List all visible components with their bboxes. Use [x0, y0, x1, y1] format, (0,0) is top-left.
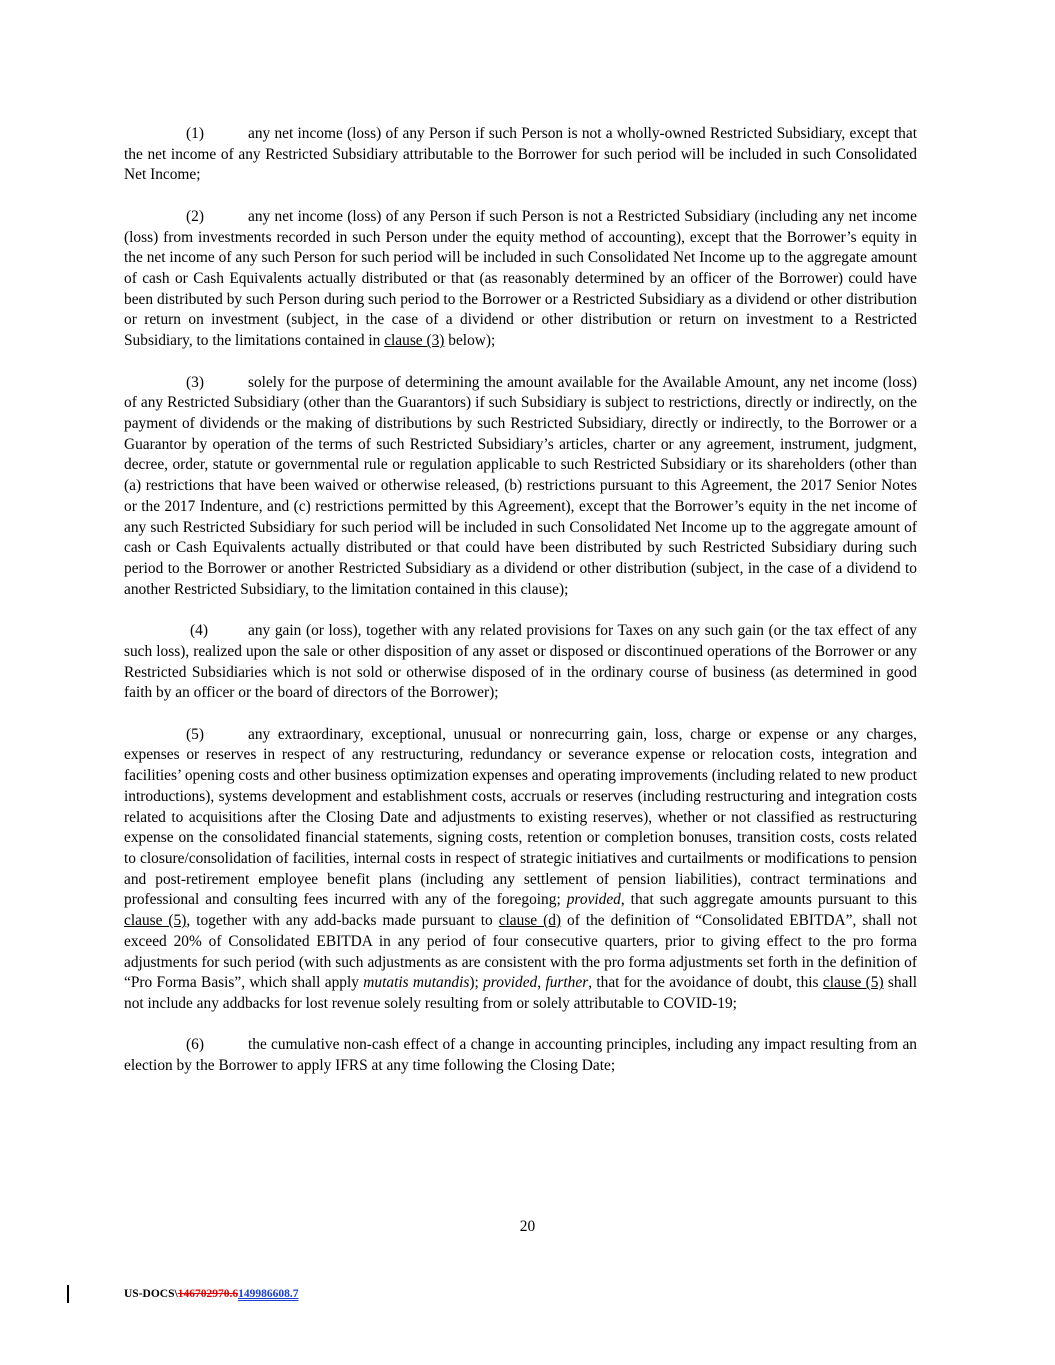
paragraph-number: (1) [186, 125, 204, 142]
paragraph-text: , together with any add-backs made pursuant to [186, 912, 499, 930]
doc-id-inserted: 149986608.7 [238, 1288, 299, 1300]
clause-reference: clause (3) [384, 332, 445, 350]
doc-id-prefix: US-DOCS\ [124, 1288, 178, 1300]
paragraph-text: of the definition of “Consolidated EBITDA”, shall not exceed 20% of Consolidated EBITDA in any period of four consecutive quarters, prior to giving effect to the pro forma adjustments for such period (with such adjustments as are consistent with the pro forma adjustments set forth in the definition of “Pro Forma Basis”, which shall apply [124, 912, 917, 992]
page-number: 20 [519, 1218, 536, 1235]
paragraph-1 [124, 124, 917, 186]
paragraph-3 [124, 373, 917, 601]
paragraph-number: (6) [186, 1036, 204, 1054]
paragraph-text: any gain (or loss), together with any related provisions for Taxes on any such gain (or the tax effect of any such loss), realized upon the sale or other disposition of any asset or disposed or discontinued operations of the Borrower or any Restricted Subsidiaries which is not sold or otherwise disposed of in the ordinary course of business (as determined in good faith by an officer or the board of directors of the Borrower); [124, 622, 917, 702]
paragraph-text: any net income (loss) of any Person if such Person is not a Restricted Subsidiary (including any net income (loss) from investments recorded in such Person under the equity method of accounting), except that the Borrower’s equity in the net income of any such Person for such period will be included in such Consolidated Net Income up to the aggregate amount of cash or Cash Equivalents actually distributed or that (as reasonably determined by an officer of the Borrower) could have been distributed by such Person during such period to the Borrower or a Restricted Subsidiary as a dividend or other distribution or return on investment (subject, in the case of a dividend or other distribution or return on investment to a Restricted Subsidiary, to the limitations contained in [124, 207, 917, 350]
paragraph-text: ); [469, 974, 484, 992]
doc-id-deleted: 146702970.6 [177, 1288, 239, 1300]
paragraph-number: (2) [186, 207, 204, 225]
paragraph-text: the cumulative non-cash effect of a change in accounting principles, including any impact resulting from an election by the Borrower to apply IFRS at any time following the Closing Date; [124, 1036, 917, 1075]
paragraph-text: any net income (loss) of any Person if such Person is not a wholly-owned Restricted Subsidiary, except that the net income of any Restricted Subsidiary attributable to the Borrower for such period will be included in such Consolidated Net Income; [124, 125, 917, 184]
paragraph-text: , that for the avoidance of doubt, this [588, 974, 823, 992]
paragraph-4 [124, 621, 917, 704]
paragraph-2 [124, 207, 917, 352]
further-term: further [545, 974, 589, 992]
change-bar [67, 1285, 69, 1303]
paragraph-5 [124, 725, 917, 1015]
clause-reference: clause (5) [822, 974, 884, 992]
clause-reference: clause (5) [124, 912, 187, 930]
paragraph-text: shall not include any addbacks for lost revenue solely resulting from or solely attributable to COVID-19; [124, 974, 917, 1012]
paragraph-6 [124, 1035, 917, 1076]
paragraph-text: , [537, 974, 546, 992]
paragraph-number: (4) [190, 622, 208, 640]
document-body [124, 124, 917, 1098]
paragraph-text: any extraordinary, exceptional, unusual or nonrecurring gain, loss, charge or expense or any charges, expenses or reserves in respect of any restructuring, redundancy or severance expense or relocation costs, integration and facilities’ opening costs and other business optimization expenses and operating improvements (including related to new product introductions), systems development and establishment costs, accruals or reserves (including restructuring and integration costs related to acquisitions after the Closing Date and adjustments to existing reserves), whether or not classified as restructuring expense on the consolidated financial statements, signing costs, retention or completion bonuses, transition costs, costs related to closure/consolidation of facilities, internal costs in respect of strategic initiatives and curtailments or modifications to pension and post-retirement employee benefit plans (including any settlement of pension liabilities), contract terminations and professional and consulting fees incurred with any of the foregoing; [124, 725, 917, 909]
latin-term: mutatis mutandis [363, 974, 470, 992]
paragraph-text: , that such aggregate amounts pursuant to this [620, 891, 917, 909]
provided-term: provided [566, 891, 621, 909]
clause-reference: clause (d) [498, 912, 562, 930]
provided-term: provided [483, 974, 538, 992]
document-id-footer [124, 1288, 298, 1300]
paragraph-number: (5) [186, 725, 204, 743]
paragraph-number: (3) [186, 373, 204, 391]
paragraph-text: below); [444, 332, 496, 350]
paragraph-text: solely for the purpose of determining the amount available for the Available Amount, any net income (loss) of any Restricted Subsidiary (other than the Guarantors) if such Subsidiary is subject to restrictions, directly or indirectly, on the payment of dividends or the making of distributions by such Restricted Subsidiary, directly or indirectly, to the Borrower or a Guarantor by operation of the terms of such Restricted Subsidiary’s articles, charter or any agreement, instrument, judgment, decree, order, statute or governmental rule or regulation applicable to such Restricted Subsidiary or its shareholders (other than (a) restrictions that have been waived or otherwise released, (b) restrictions pursuant to this Agreement, the 2017 Senior Notes or the 2017 Indenture, and (c) restrictions permitted by this Agreement), except that the Borrower’s equity in the net income of any such Restricted Subsidiary for such period will be included in such Consolidated Net Income up to the aggregate amount of cash or Cash Equivalents actually distributed or that could have been distributed by such Restricted Subsidiary during such period to the Borrower or another Restricted Subsidiary as a dividend or other distribution (subject, in the case of a dividend to another Restricted Subsidiary, to the limitation contained in this clause); [124, 373, 917, 598]
